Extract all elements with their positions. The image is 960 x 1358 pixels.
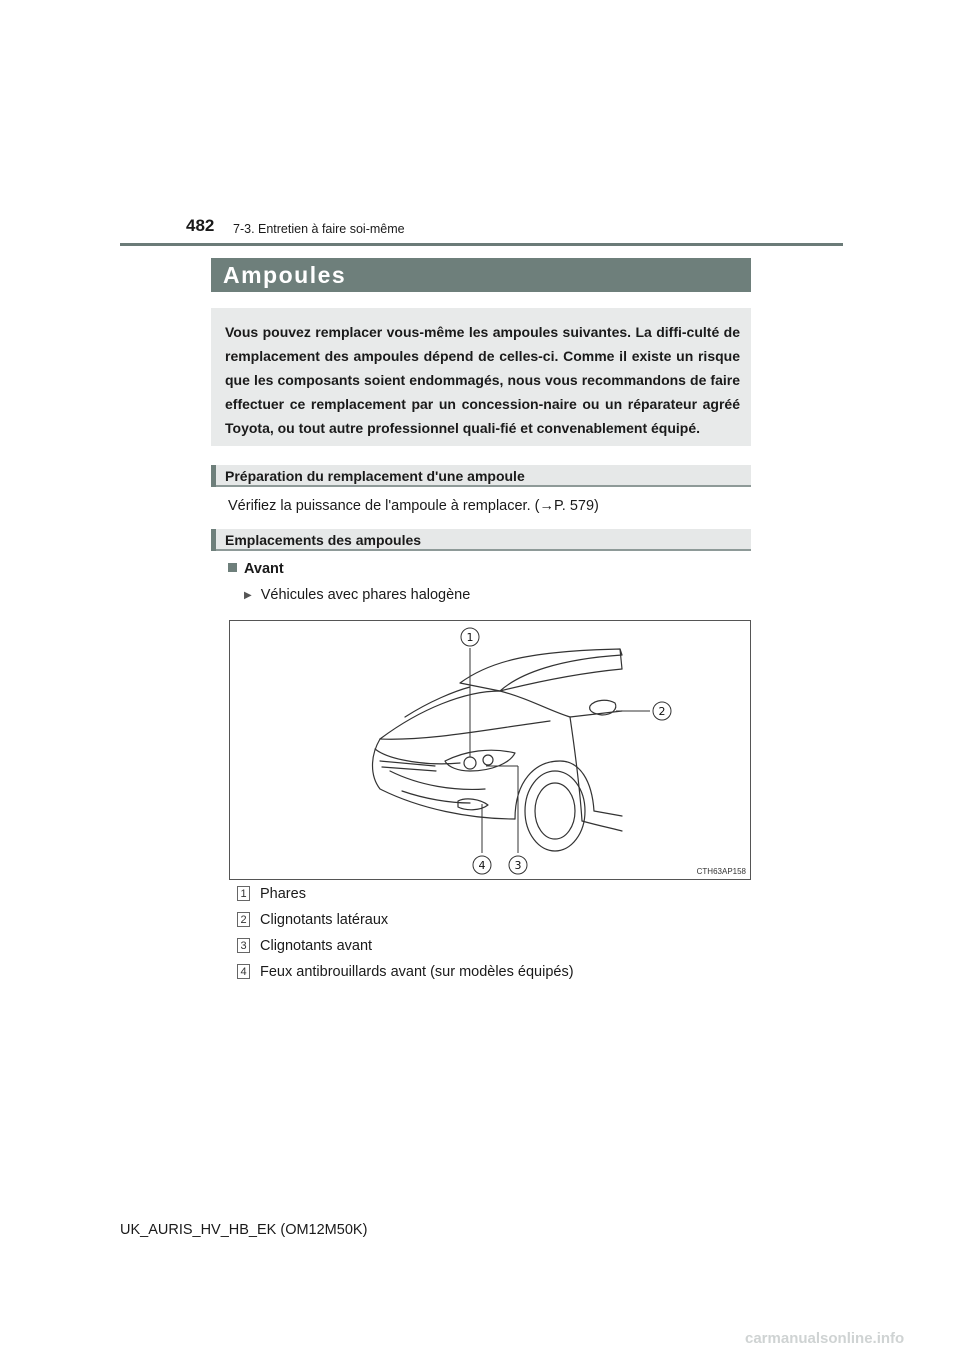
subheading-locations [211, 529, 751, 551]
preparation-text-end: ) [594, 498, 599, 514]
subheading-preparation [211, 465, 751, 487]
legend-item [237, 938, 372, 954]
front-heading-label: Avant [244, 561, 284, 577]
legend-number: 2 [237, 912, 250, 927]
footer-model-code: UK_AURIS_HV_HB_EK (OM12M50K) [120, 1222, 368, 1238]
subheading-preparation-label: Préparation du remplacement d'une ampoule [225, 468, 525, 484]
intro-text: Vous pouvez remplacer vous-même les ampoules suivantes. La diffi-culté de remplacement des ampoules dépend de celles-ci. Comme il existe un risque que les composants soient endommagés, nous vous recommandons de faire effectuer ce remplacement par un concession-naire ou un réparateur agréé Toyota, ou tout autre professionnel quali-fié et convenablement équipé. [225, 324, 740, 436]
callout-3: 3 [514, 859, 522, 872]
legend-item [237, 886, 306, 902]
subheading-locations-label: Emplacements des ampoules [225, 532, 422, 548]
legend-label: Phares [260, 886, 306, 902]
legend-item [237, 912, 388, 928]
callout-1: 1 [466, 631, 474, 644]
figure-code: CTH63AP158 [696, 867, 746, 876]
intro-box [211, 308, 751, 446]
legend-number: 3 [237, 938, 250, 953]
header-rule [120, 243, 843, 246]
arrow-icon: → [539, 498, 554, 514]
legend-label: Clignotants latéraux [260, 912, 389, 928]
variant-heading-label: Véhicules avec phares halogène [260, 587, 471, 603]
section-title: 7-3. Entretien à faire soi-même [233, 222, 405, 236]
triangle-bullet-icon: ▶ [244, 590, 252, 601]
square-bullet-icon [228, 563, 237, 572]
legend-number: 1 [237, 886, 250, 901]
callout-4: 4 [478, 859, 486, 872]
page-reference-link[interactable]: P. 579 [553, 498, 595, 514]
page-number: 482 [186, 216, 215, 235]
car-front-figure [229, 620, 751, 880]
legend-label: Clignotants avant [260, 938, 373, 954]
legend-label: Feux antibrouillards avant (sur modèles équipés) [260, 964, 574, 980]
preparation-text-main: Vérifiez la puissance de l'ampoule à remplacer. ( [228, 498, 540, 514]
front-heading [228, 561, 284, 577]
legend-number: 4 [237, 964, 250, 979]
legend-item [237, 964, 574, 980]
page-title: Ampoules [211, 258, 751, 292]
watermark: carmanualsonline.info [745, 1330, 905, 1347]
variant-heading [244, 587, 470, 603]
preparation-text [228, 498, 599, 514]
car-illustration [230, 621, 750, 879]
callout-2: 2 [658, 705, 666, 718]
